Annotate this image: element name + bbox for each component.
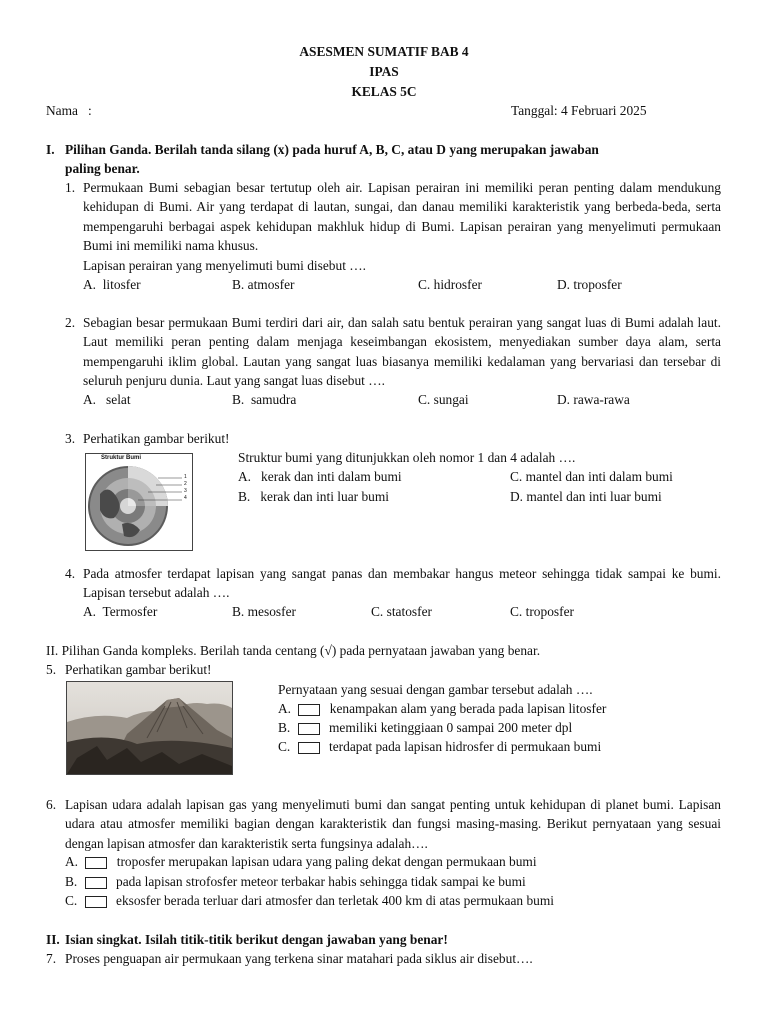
volcano-photo: [66, 681, 233, 775]
q7-number: 7.: [46, 951, 57, 966]
q6-statement-b-text: pada lapisan strofosfer meteor terbakar habis sehingga tidak sampai ke bumi: [116, 874, 526, 889]
earth-structure-figure: [85, 453, 193, 551]
q6-statement-a-text: troposfer merupakan lapisan udara yang paling dekat dengan permukaan bumi: [116, 854, 537, 869]
q2-text: Sebagian besar permukaan Bumi terdiri dari air, dan salah satu bentuk perairan yang sangat luas di Bumi adalah laut. Laut memiliki peran penting dalam menjaga keseimbangan ekosistem, menyediakan sumber daya alam, serta mempengaruhi iklim global. Lautan yang sangat luas biasanya memiliki kedalaman yang bervariasi dan tersebar di seluruh penjuru dunia. Laut yang sangat luas disebut ….: [83, 315, 721, 389]
q2-option-c[interactable]: C. sungai: [418, 392, 469, 407]
q5-checkbox-c[interactable]: [298, 742, 320, 754]
q5-checkbox-a[interactable]: [298, 704, 320, 716]
q4-option-c[interactable]: C. statosfer: [371, 604, 432, 619]
q5-checkbox-b[interactable]: [298, 723, 320, 735]
q4-text: Pada atmosfer terdapat lapisan yang sangat panas dan membakar hangus meteor sehingga tidak sampai ke bumi. Lapisan tersebut adalah ….: [83, 566, 721, 601]
q6-statement-a-letter: A.: [65, 854, 79, 869]
earth-label-1: 1: [184, 474, 187, 480]
q2-option-a[interactable]: A. selat: [83, 392, 131, 407]
q4-option-b[interactable]: B. mesosfer: [232, 604, 296, 619]
exam-class: KELAS 5C: [351, 84, 417, 99]
q5-question: Pernyataan yang sesuai dengan gambar tersebut adalah ….: [278, 682, 593, 697]
earth-label-2: 2: [184, 481, 187, 487]
q3-option-d[interactable]: D. mantel dan inti luar bumi: [510, 489, 662, 504]
q6-text: Lapisan udara adalah lapisan gas yang menyelimuti bumi dan sangat penting untuk kehidupan di planet bumi. Lapisan udara atau atmosfer memiliki bagian dengan karakteristik dan fungsi masing-masing. Berikut pernyataan yang sesuai dengan lapisan atmosfer dan karakteristik serta fungsinya adalah….: [65, 797, 721, 851]
earth-figure-title: Struktur Bumi: [100, 455, 141, 461]
q3-option-c[interactable]: C. mantel dan inti dalam bumi: [510, 469, 673, 484]
q5-statement-a: [278, 699, 606, 718]
q5-statement-b-text: memiliki ketinggiaan 0 sampai 200 meter dpl: [329, 720, 573, 735]
q3-option-b[interactable]: B. kerak dan inti luar bumi: [238, 489, 389, 504]
volcano-landscape-image: [67, 682, 232, 774]
q1-option-a[interactable]: A. litosfer: [83, 277, 141, 292]
q1-number: 1.: [65, 180, 76, 195]
section-1-instruction: Pilihan Ganda. Berilah tanda silang (x) pada huruf A, B, C, atau D yang merupakan jawaban: [65, 142, 599, 157]
q5-number: 5.: [46, 662, 57, 677]
q6-checkbox-c[interactable]: [85, 896, 107, 908]
q2-option-b[interactable]: B. samudra: [232, 392, 297, 407]
date-label: Tanggal: 4 Februari 2025: [511, 103, 647, 118]
q7-text: Proses penguapan air permukaan yang terkena sinar matahari pada siklus air disebut….: [65, 951, 533, 966]
earth-label-3: 3: [184, 488, 187, 494]
q4-option-a[interactable]: A. Termosfer: [83, 604, 158, 619]
q6-checkbox-b[interactable]: [85, 877, 107, 889]
q3-question: Struktur bumi yang ditunjukkan oleh nomor 1 dan 4 adalah ….: [238, 450, 576, 465]
exam-title: ASESMEN SUMATIF BAB 4: [299, 44, 469, 59]
q1-option-b[interactable]: B. atmosfer: [232, 277, 295, 292]
q6-statement-a: [65, 852, 537, 871]
earth-layers-diagram: [86, 454, 192, 550]
q5-statement-a-letter: A.: [278, 701, 292, 716]
q6-statement-b: [65, 872, 526, 891]
q5-text: Perhatikan gambar berikut!: [65, 662, 212, 677]
q5-statement-c: [278, 737, 601, 756]
section-1-number: I.: [46, 142, 55, 157]
section-2-heading: II. Pilihan Ganda kompleks. Berilah tanda centang (√) pada pernyataan jawaban yang benar.: [46, 643, 541, 658]
section-3-heading: Isian singkat. Isilah titik-titik berikut dengan jawaban yang benar!: [65, 932, 448, 947]
q1-option-c[interactable]: C. hidrosfer: [418, 277, 482, 292]
q6-number: 6.: [46, 797, 57, 812]
q6-statement-b-letter: B.: [65, 874, 78, 889]
q2-number: 2.: [65, 315, 76, 330]
q1-question: Lapisan perairan yang menyelimuti bumi disebut ….: [83, 258, 366, 273]
q2-option-d[interactable]: D. rawa-rawa: [557, 392, 630, 407]
q1-option-d[interactable]: D. troposfer: [557, 277, 622, 292]
q3-option-a[interactable]: A. kerak dan inti dalam bumi: [238, 469, 402, 484]
q6-statement-c-letter: C.: [65, 893, 78, 908]
q5-statement-a-text: kenampakan alam yang berada pada lapisan litosfer: [329, 701, 607, 716]
q5-statement-c-text: terdapat pada lapisan hidrosfer di permukaan bumi: [329, 739, 602, 754]
earth-label-4: 4: [184, 495, 187, 501]
exam-subject: IPAS: [369, 64, 399, 79]
q6-statement-c-text: eksosfer berada terluar dari atmosfer dan terletak 400 km di atas permukaan bumi: [116, 893, 555, 908]
q6-checkbox-a[interactable]: [85, 857, 107, 869]
q6-statement-c: [65, 891, 554, 910]
q4-number: 4.: [65, 566, 76, 581]
q5-statement-b: [278, 718, 572, 737]
q3-text: Perhatikan gambar berikut!: [83, 431, 230, 446]
q4-option-d[interactable]: C. troposfer: [510, 604, 574, 619]
section-1-instruction-cont: paling benar.: [65, 161, 140, 176]
name-label: Nama :: [46, 103, 92, 118]
q1-text: Permukaan Bumi sebagian besar tertutup oleh air. Lapisan perairan ini memiliki peran penting dalam mendukung kehidupan di Bumi. Air yang terdapat di lautan, sungai, dan danau memiliki karakteristik yang berbeda-beda, serta mempengaruhi berbagai aspek kehidupan makhluk hidup di Bumi. Lapisan perairan yang menyelimuti permukaan Bumi ini memiliki nama khusus.: [83, 180, 721, 254]
q3-number: 3.: [65, 431, 76, 446]
q5-statement-c-letter: C.: [278, 739, 291, 754]
q5-statement-b-letter: B.: [278, 720, 291, 735]
section-3-number: II.: [46, 932, 60, 947]
